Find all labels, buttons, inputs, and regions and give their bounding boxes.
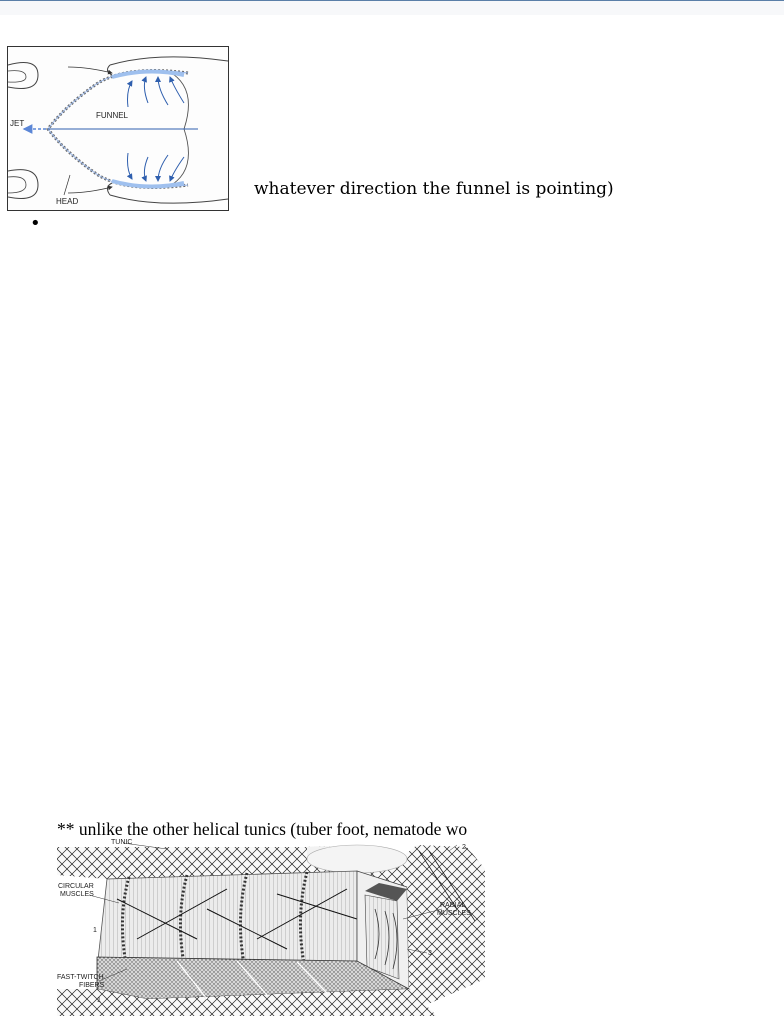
mantle-muscle-diagram (57, 839, 485, 1016)
fast-twitch-label-1: FAST-TWITCH (57, 974, 104, 981)
circular-muscles-label-1: CIRCULAR (58, 883, 94, 890)
funnel-caption: whatever direction the funnel is pointing) (254, 179, 614, 199)
fast-twitch-label-2: FIBERS (79, 982, 105, 989)
number-label-1b: 1 (97, 997, 101, 1004)
number-label-2: 2 (462, 844, 466, 851)
head-label: HEAD (56, 197, 79, 206)
funnel-jet-diagram (7, 46, 229, 211)
circular-muscles-label-2: MUSCLES (60, 891, 94, 898)
number-label-3: 3 (428, 950, 432, 957)
funnel-label: FUNNEL (96, 111, 129, 120)
radial-muscles-label-2: MUSCLES (437, 910, 471, 917)
header-band (0, 1, 784, 15)
radial-muscles-label-1: RADIAL (440, 902, 466, 909)
jet-label: JET (10, 119, 25, 128)
number-label-1a: 1 (93, 927, 97, 934)
bullet-marker: • (30, 213, 41, 234)
tunic-label: TUNIC (111, 839, 133, 846)
helical-tunic-note: ** unlike the other helical tunics (tuber foot, nematode wo (57, 819, 468, 839)
